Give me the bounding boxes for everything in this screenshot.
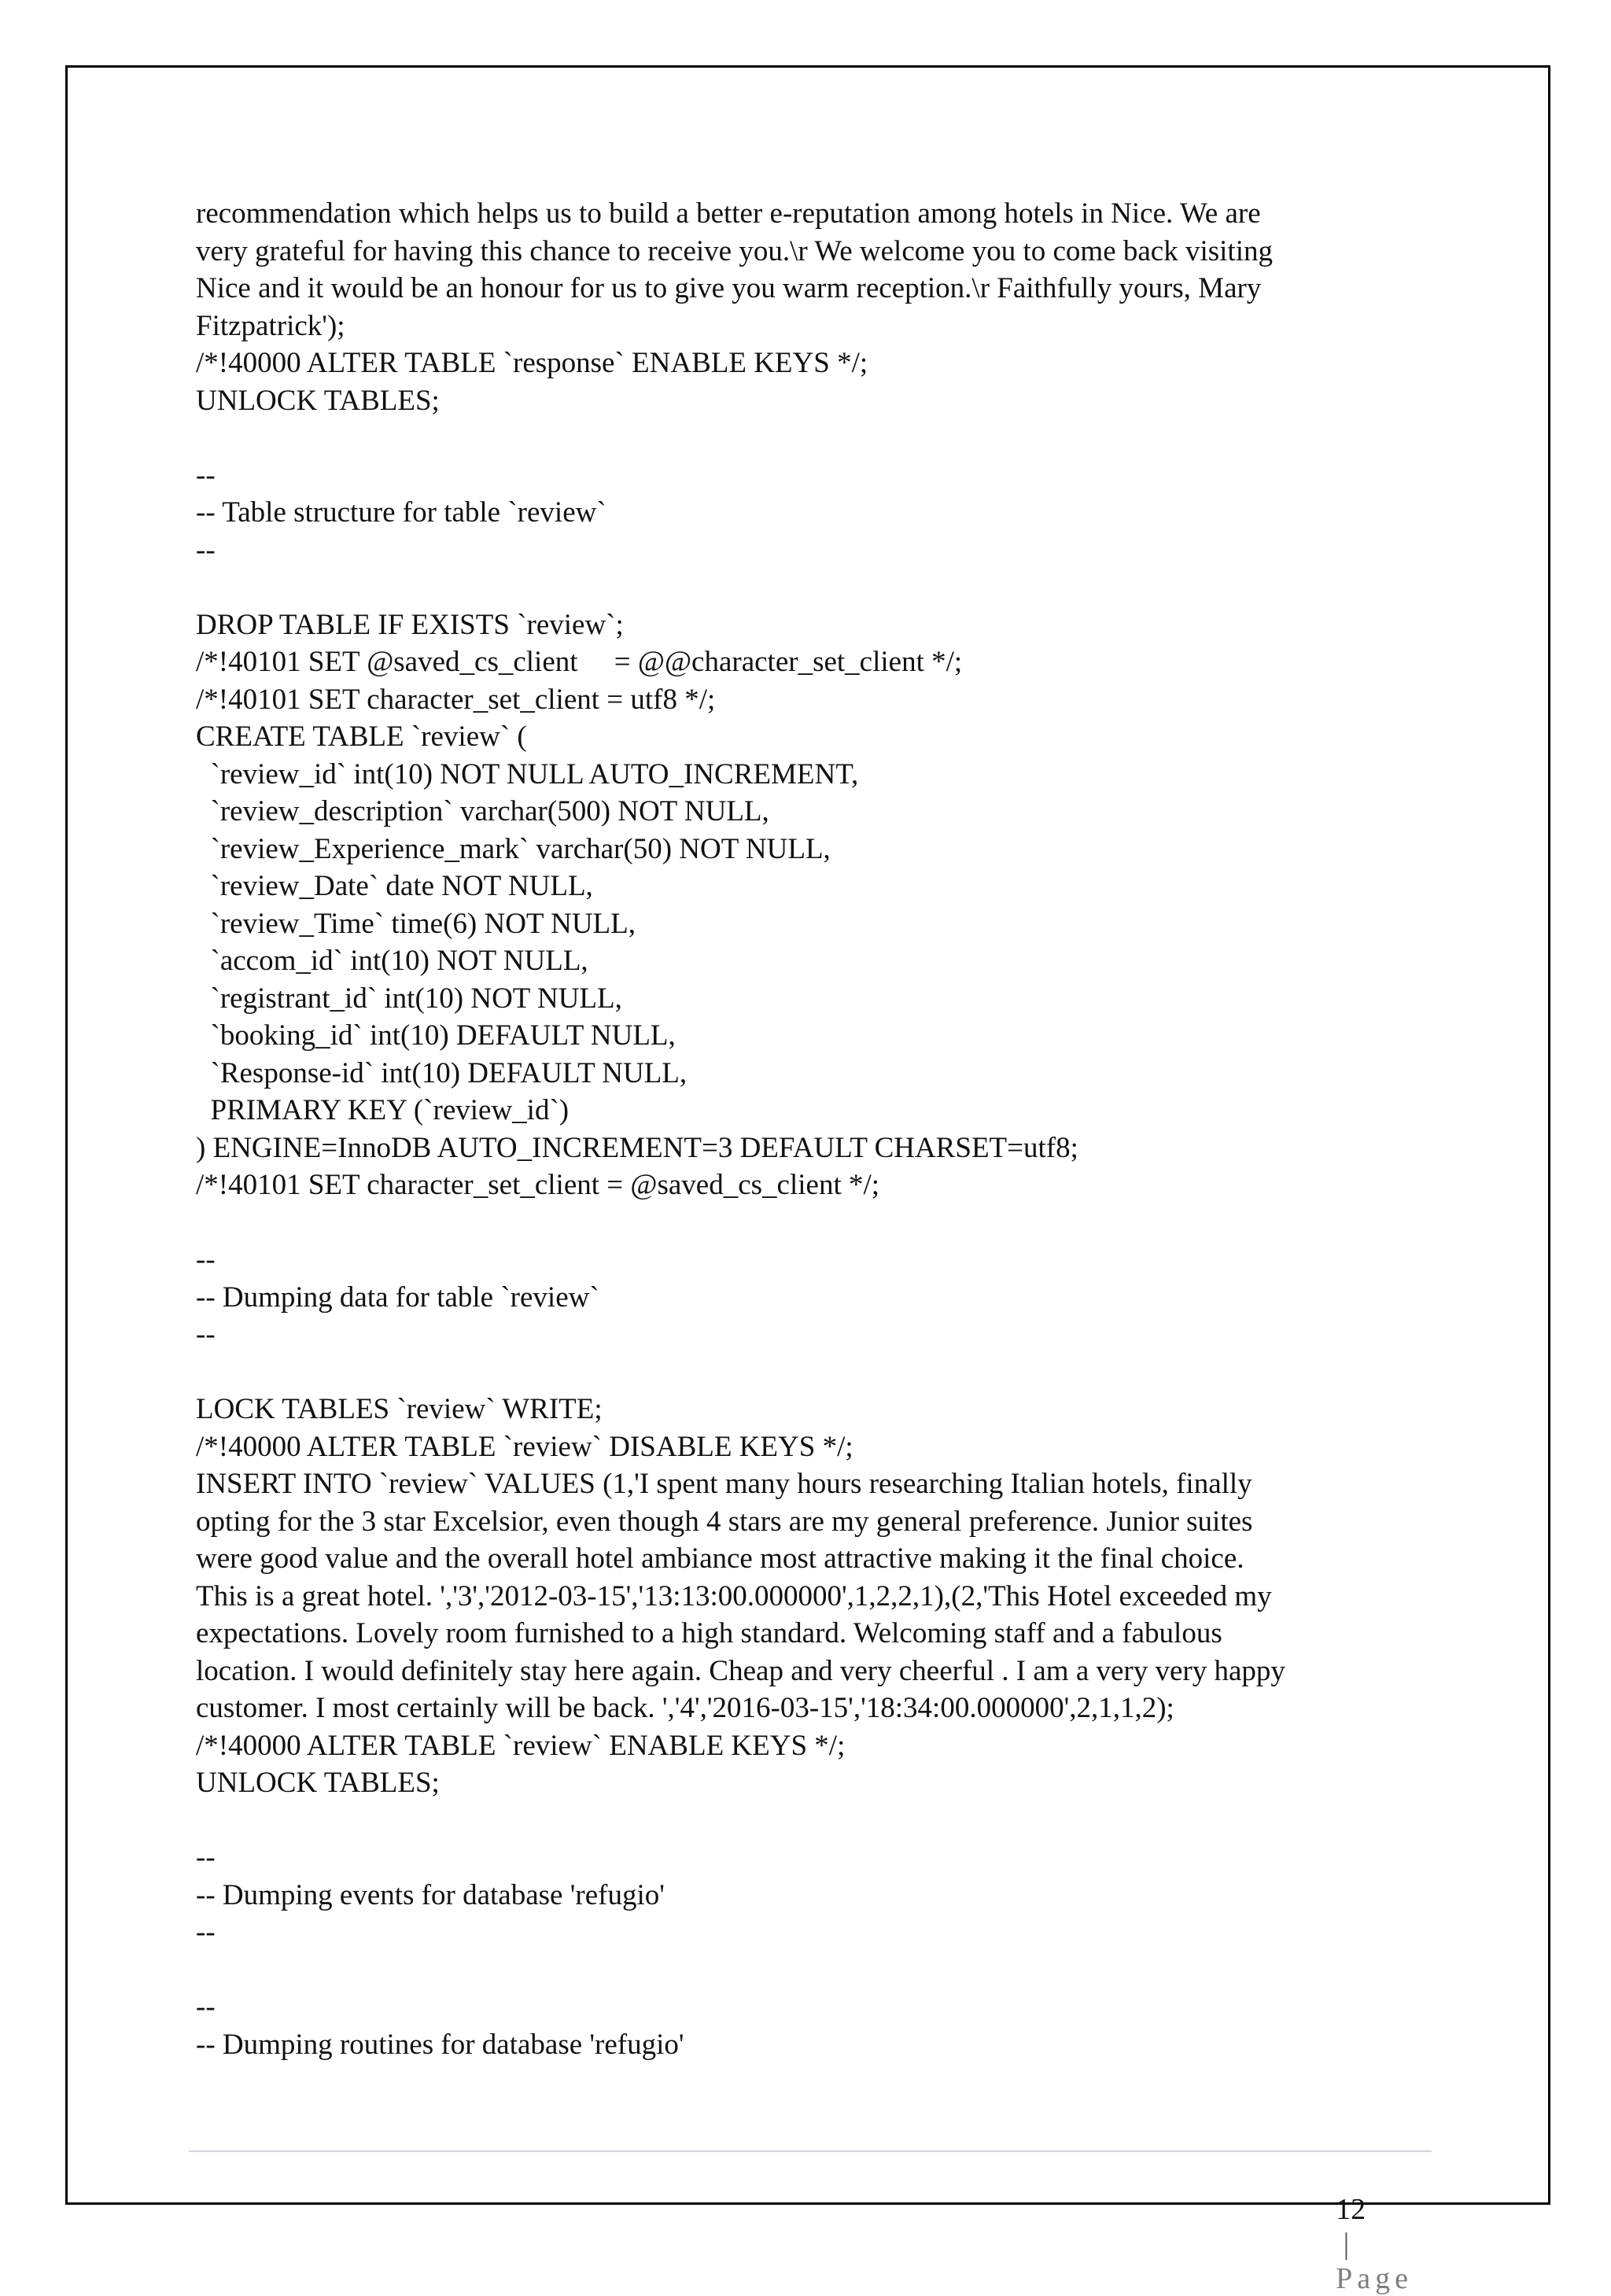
text-line: /*!40000 ALTER TABLE `response` ENABLE KEYS */; [196, 347, 868, 379]
text-line: -- [196, 1318, 216, 1351]
text-line: expectations. Lovely room furnished to a high standard. Welcoming staff and a fabulous [196, 1617, 1222, 1649]
text-line: -- [196, 1916, 216, 1948]
text-line: /*!40000 ALTER TABLE `review` ENABLE KEYS */; [196, 1729, 846, 1762]
text-line: `accom_id` int(10) NOT NULL, [196, 945, 588, 977]
text-line: opting for the 3 star Excelsior, even though 4 stars are my general preference. Junior suites [196, 1505, 1253, 1538]
text-line: -- Dumping routines for database 'refugio' [196, 2028, 684, 2061]
text-line: Nice and it would be an honour for us to give you warm reception.\r Faithfully yours, Mary [196, 272, 1262, 304]
text-line: recommendation which helps us to build a better e-reputation among hotels in Nice. We are [196, 197, 1261, 230]
text-line [196, 1802, 1415, 1840]
text-line: `review_Time` time(6) NOT NULL, [196, 907, 636, 940]
text-line: -- Dumping data for table `review` [196, 1281, 599, 1314]
text-line: Fitzpatrick'); [196, 309, 345, 342]
text-line: location. I would definitely stay here again. Cheap and very cheerful . I am a very very happy [196, 1654, 1285, 1687]
text-line [196, 1354, 1415, 1391]
text-line: -- Table structure for table `review` [196, 496, 606, 529]
text-line: were good value and the overall hotel ambiance most attractive making it the final choice. [196, 1542, 1244, 1575]
page-number: 12 [1336, 2193, 1366, 2226]
text-line [196, 1951, 1415, 1989]
text-line: LOCK TABLES `review` WRITE; [196, 1393, 603, 1425]
text-line: `booking_id` int(10) DEFAULT NULL, [196, 1019, 676, 1052]
text-line: -- [196, 1991, 216, 2023]
text-line: `review_Date` date NOT NULL, [196, 870, 593, 902]
text-line: UNLOCK TABLES; [196, 384, 440, 417]
text-line: ) ENGINE=InnoDB AUTO_INCREMENT=3 DEFAULT CHARSET=utf8; [196, 1131, 1078, 1164]
text-line: -- [196, 1244, 216, 1276]
text-line [196, 569, 1415, 606]
text-line: PRIMARY KEY (`review_id`) [196, 1094, 570, 1126]
text-line: DROP TABLE IF EXISTS `review`; [196, 608, 624, 641]
text-line: This is a great hotel. ','3','2012-03-15','13:13:00.000000',1,2,2,1),(2,'This Hotel exceeded my [196, 1579, 1272, 1612]
text-line: `review_id` int(10) NOT NULL AUTO_INCREMENT, [196, 757, 859, 791]
text-line [196, 419, 1415, 457]
text-line: -- Dumping events for database 'refugio' [196, 1878, 665, 1911]
text-line: -- [196, 1841, 216, 1874]
text-line: `Response-id` int(10) DEFAULT NULL, [196, 1056, 688, 1089]
text-line: /*!40000 ALTER TABLE `review` DISABLE KEYS */; [196, 1430, 853, 1463]
text-line: /*!40101 SET character_set_client = @saved_cs_client */; [196, 1169, 880, 1201]
text-line: customer. I most certainly will be back. ','4','2016-03-15','18:34:00.000000',2,1,1,2); [196, 1692, 1174, 1724]
text-line: CREATE TABLE `review` ( [196, 720, 527, 753]
text-line [196, 1204, 1415, 1242]
text-line: `review_Experience_mark` varchar(50) NOT NULL, [196, 832, 831, 865]
text-line: UNLOCK TABLES; [196, 1767, 440, 1799]
footer-divider [189, 2150, 1432, 2152]
page-footer [1321, 2158, 1413, 2296]
text-line: very grateful for having this chance to receive you.\r We welcome you to come back visiting [196, 234, 1273, 267]
text-line: -- [196, 533, 216, 566]
text-line: /*!40101 SET @saved_cs_client = @@character_set_client */; [196, 646, 963, 678]
text-line: -- [196, 459, 216, 492]
document-body [196, 195, 1415, 2063]
text-line: `registrant_id` int(10) NOT NULL, [196, 982, 622, 1015]
text-line: `review_description` varchar(500) NOT NULL, [196, 795, 769, 827]
footer-separator: | [1336, 2228, 1357, 2261]
text-line: /*!40101 SET character_set_client = utf8 */; [196, 683, 716, 716]
page-label: Page [1336, 2262, 1413, 2295]
text-line: INSERT INTO `review` VALUES (1,'I spent many hours researching Italian hotels, finally [196, 1468, 1252, 1500]
